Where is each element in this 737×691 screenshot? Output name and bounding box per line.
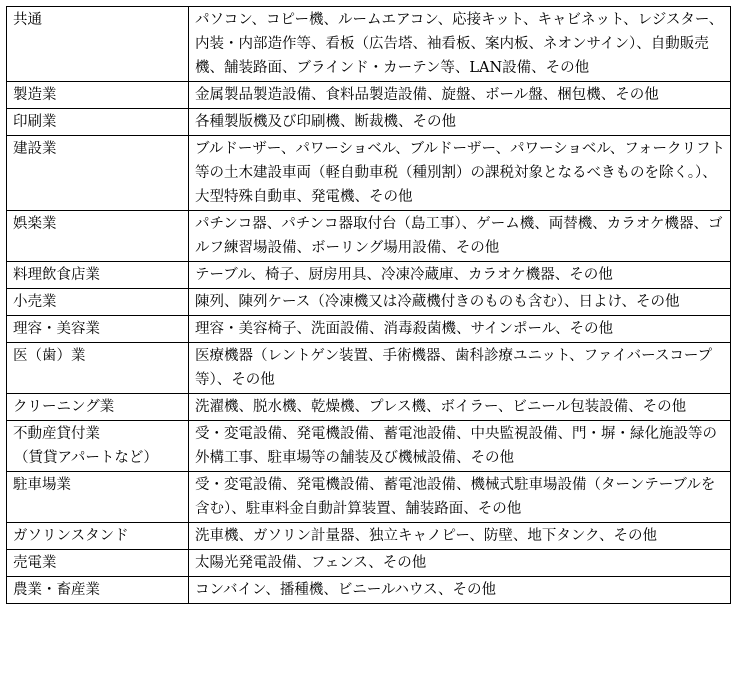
industry-label: 駐車場業 (13, 477, 71, 493)
industry-assets-table (6, 6, 731, 604)
industry-cell (7, 211, 189, 262)
table-row (7, 550, 731, 577)
assets-cell: パソコン、コピー機、ルームエアコン、応接キット、キャビネット、レジスター、内装・内部造作等、看板（広告塔、袖看板、案内板、ネオンサイン）、自動販売機、舗装路面、ブラインド・カーテン等、LAN設備、その他 (189, 7, 731, 82)
assets-cell: 金属製品製造設備、食料品製造設備、旋盤、ボール盤、梱包機、その他 (189, 82, 731, 109)
table-row (7, 82, 731, 109)
industry-label: 製造業 (13, 87, 57, 103)
industry-label: 建設業 (13, 141, 57, 157)
assets-cell: 受・変電設備、発電機設備、蓄電池設備、機械式駐車場設備（ターンテーブルを含む）、駐車料金自動計算装置、舗装路面、その他 (189, 472, 731, 523)
industry-cell (7, 523, 189, 550)
industry-cell (7, 550, 189, 577)
table-row (7, 421, 731, 472)
industry-cell (7, 289, 189, 316)
industry-label: 不動産貸付業 (13, 426, 100, 442)
industry-cell (7, 136, 189, 211)
table-row (7, 577, 731, 604)
industry-label: ガソリンスタンド (13, 528, 129, 544)
industry-cell (7, 472, 189, 523)
assets-cell: テーブル、椅子、厨房用具、冷凍冷蔵庫、カラオケ機器、その他 (189, 262, 731, 289)
table-row (7, 472, 731, 523)
assets-cell: 理容・美容椅子、洗面設備、消毒殺菌機、サインポール、その他 (189, 316, 731, 343)
table-body (7, 7, 731, 604)
industry-label: 農業・畜産業 (13, 582, 100, 598)
assets-cell: 洗濯機、脱水機、乾燥機、プレス機、ボイラー、ビニール包装設備、その他 (189, 394, 731, 421)
industry-cell (7, 82, 189, 109)
assets-cell: 太陽光発電設備、フェンス、その他 (189, 550, 731, 577)
table-row (7, 262, 731, 289)
industry-label: 医（歯）業 (13, 348, 86, 364)
assets-cell: 各種製版機及び印刷機、断裁機、その他 (189, 109, 731, 136)
industry-label: クリーニング業 (13, 399, 115, 415)
industry-cell (7, 394, 189, 421)
industry-label: 小売業 (13, 294, 57, 310)
table-row (7, 136, 731, 211)
table-row (7, 523, 731, 550)
table-row (7, 343, 731, 394)
assets-cell: ブルドーザー、パワーショベル、ブルドーザー、パワーショベル、フォークリフト等の土木建設車両（軽自動車税（種別割）の課税対象となるべきものを除く。）、大型特殊自動車、発電機、その他 (189, 136, 731, 211)
industry-label: 理容・美容業 (13, 321, 100, 337)
table-row (7, 289, 731, 316)
industry-cell (7, 109, 189, 136)
assets-cell: 医療機器（レントゲン装置、手術機器、歯科診療ユニット、ファイバースコープ等）、その他 (189, 343, 731, 394)
assets-cell: 受・変電設備、発電機設備、蓄電池設備、中央監視設備、門・塀・緑化施設等の外構工事、駐車場等の舗装及び機械設備、その他 (189, 421, 731, 472)
table-row (7, 316, 731, 343)
table-row (7, 109, 731, 136)
table-row (7, 211, 731, 262)
industry-label: 売電業 (13, 555, 57, 571)
table-row (7, 7, 731, 82)
industry-cell (7, 577, 189, 604)
industry-label: 印刷業 (13, 114, 57, 130)
industry-cell (7, 421, 189, 472)
industry-cell (7, 262, 189, 289)
industry-sublabel: （賃貸アパートなど） (14, 450, 158, 466)
industry-cell (7, 7, 189, 82)
assets-cell: 洗車機、ガソリン計量器、独立キャノピー、防壁、地下タンク、その他 (189, 523, 731, 550)
assets-cell: パチンコ器、パチンコ器取付台（島工事）、ゲーム機、両替機、カラオケ機器、ゴルフ練習場設備、ボーリング場用設備、その他 (189, 211, 731, 262)
assets-cell: 陳列、陳列ケース（冷凍機又は冷蔵機付きのものも含む）、日よけ、その他 (189, 289, 731, 316)
industry-cell (7, 343, 189, 394)
table-row (7, 394, 731, 421)
industry-cell (7, 316, 189, 343)
industry-label: 共通 (13, 12, 42, 28)
assets-cell: コンバイン、播種機、ビニールハウス、その他 (189, 577, 731, 604)
industry-label: 料理飲食店業 (13, 267, 100, 283)
industry-label: 娯楽業 (13, 216, 57, 232)
